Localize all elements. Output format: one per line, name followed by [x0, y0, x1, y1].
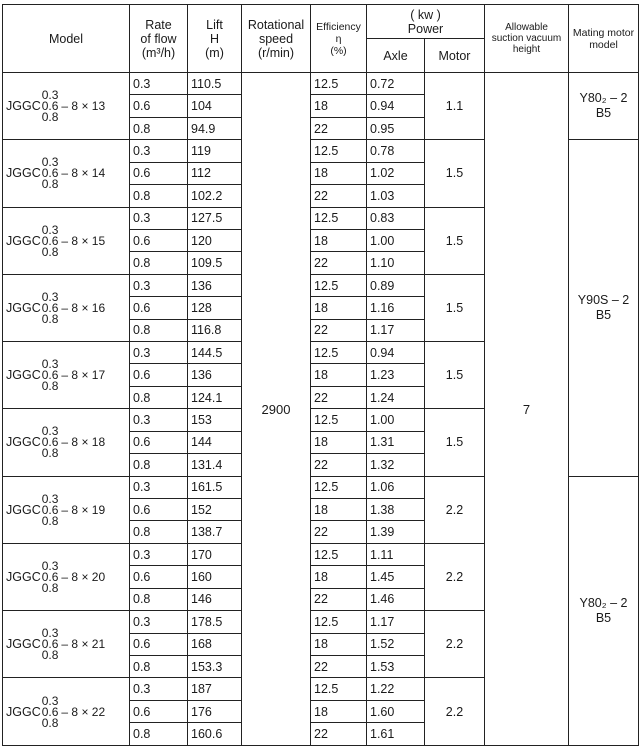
header-efficiency: Efficiency η (%)	[311, 5, 367, 73]
model-cell	[3, 543, 130, 610]
model-flow-option: 0.6	[41, 637, 59, 652]
model-suffix: – 8 × 21	[61, 637, 106, 652]
mating-motor-line1: Y80₂ – 2	[579, 595, 628, 610]
model-suffix: – 8 × 16	[61, 300, 106, 315]
lift-cell: 160.6	[188, 723, 242, 746]
axle-power-cell: 1.22	[367, 678, 425, 700]
model-flow-stack	[41, 693, 106, 730]
model-flow-option: 0.8	[41, 379, 59, 394]
model-cell	[3, 409, 130, 476]
flow-cell: 0.8	[130, 117, 188, 139]
model-flow-option: 0.6	[41, 233, 59, 248]
model-suffix: – 8 × 14	[61, 166, 106, 181]
lift-cell: 128	[188, 297, 242, 319]
model-flow-option: 0.3	[41, 289, 59, 304]
axle-power-cell: 1.61	[367, 723, 425, 746]
axle-power-cell: 1.45	[367, 566, 425, 588]
axle-power-cell: 1.24	[367, 386, 425, 408]
lift-cell: 170	[188, 543, 242, 565]
efficiency-cell: 22	[311, 655, 367, 677]
lift-cell: 112	[188, 162, 242, 184]
efficiency-cell: 18	[311, 700, 367, 722]
model-designation	[6, 693, 126, 730]
efficiency-cell: 12.5	[311, 409, 367, 431]
model-flow-option: 0.6	[41, 569, 59, 584]
model-prefix: JGGC	[6, 99, 41, 114]
mating-motor-cell	[569, 140, 639, 476]
model-flow-option: 0.8	[41, 177, 59, 192]
model-flow-option: 0.8	[41, 715, 59, 730]
efficiency-cell: 18	[311, 431, 367, 453]
model-suffix: – 8 × 18	[61, 435, 106, 450]
model-flow-option: 0.8	[41, 446, 59, 461]
flow-cell: 0.3	[130, 274, 188, 296]
axle-power-cell: 1.11	[367, 543, 425, 565]
mating-motor-cell	[569, 73, 639, 140]
header-rotational-speed: Rotational speed (r/min)	[242, 5, 311, 73]
lift-cell: 124.1	[188, 386, 242, 408]
model-suffix: – 8 × 15	[61, 233, 106, 248]
model-designation	[6, 88, 126, 125]
model-flow-option: 0.3	[41, 222, 59, 237]
model-flow-option: 0.8	[41, 648, 59, 663]
header-motor: Motor	[425, 39, 485, 73]
efficiency-cell: 18	[311, 162, 367, 184]
lift-cell: 119	[188, 140, 242, 162]
efficiency-cell: 22	[311, 454, 367, 476]
motor-power-cell: 1.1	[425, 73, 485, 140]
axle-power-cell: 0.89	[367, 274, 425, 296]
axle-power-cell: 1.32	[367, 454, 425, 476]
axle-power-cell: 1.06	[367, 476, 425, 498]
motor-power-cell: 2.2	[425, 543, 485, 610]
model-flow-option: 0.3	[41, 626, 59, 641]
flow-cell: 0.3	[130, 73, 188, 95]
model-flow-option: 0.8	[41, 513, 59, 528]
table-row	[3, 73, 639, 95]
header-power: ( kw ) Power	[367, 5, 485, 39]
flow-cell: 0.6	[130, 229, 188, 251]
lift-cell: 168	[188, 633, 242, 655]
mating-motor-line2: B5	[595, 307, 612, 322]
axle-power-cell: 0.95	[367, 117, 425, 139]
model-cell	[3, 207, 130, 274]
model-flow-option: 0.6	[41, 704, 59, 719]
flow-cell: 0.6	[130, 95, 188, 117]
model-flow-stack	[41, 558, 106, 595]
motor-power-cell: 2.2	[425, 678, 485, 746]
model-designation	[6, 155, 126, 192]
flow-cell: 0.8	[130, 521, 188, 543]
axle-power-cell: 1.39	[367, 521, 425, 543]
flow-cell: 0.8	[130, 588, 188, 610]
efficiency-cell: 18	[311, 364, 367, 386]
efficiency-cell: 18	[311, 633, 367, 655]
lift-cell: 187	[188, 678, 242, 700]
efficiency-cell: 18	[311, 499, 367, 521]
efficiency-cell: 22	[311, 588, 367, 610]
lift-cell: 178.5	[188, 611, 242, 633]
model-flow-option: 0.3	[41, 693, 59, 708]
efficiency-cell: 22	[311, 252, 367, 274]
motor-power-cell: 1.5	[425, 207, 485, 274]
efficiency-cell: 12.5	[311, 678, 367, 700]
flow-cell: 0.3	[130, 207, 188, 229]
model-flow-stack	[41, 222, 106, 259]
lift-cell: 94.9	[188, 117, 242, 139]
model-flow-option: 0.3	[41, 357, 59, 372]
flow-cell: 0.3	[130, 611, 188, 633]
efficiency-cell: 22	[311, 723, 367, 746]
lift-cell: 120	[188, 229, 242, 251]
model-flow-option: 0.3	[41, 491, 59, 506]
model-prefix: JGGC	[6, 502, 41, 517]
efficiency-cell: 18	[311, 229, 367, 251]
lift-cell: 110.5	[188, 73, 242, 95]
motor-power-cell: 1.5	[425, 409, 485, 476]
efficiency-cell: 12.5	[311, 611, 367, 633]
flow-cell: 0.6	[130, 162, 188, 184]
suction-height-cell: 7	[485, 73, 569, 746]
model-flow-stack	[41, 491, 106, 528]
pump-spec-table	[2, 4, 639, 746]
lift-cell: 146	[188, 588, 242, 610]
model-suffix: – 8 × 17	[61, 368, 106, 383]
model-cell	[3, 342, 130, 409]
model-flow-option: 0.6	[41, 166, 59, 181]
flow-cell: 0.3	[130, 409, 188, 431]
model-cell	[3, 611, 130, 678]
efficiency-cell: 22	[311, 117, 367, 139]
efficiency-cell: 12.5	[311, 274, 367, 296]
lift-cell: 176	[188, 700, 242, 722]
model-designation	[6, 626, 126, 663]
lift-cell: 138.7	[188, 521, 242, 543]
flow-cell: 0.6	[130, 566, 188, 588]
header-model: Model	[3, 5, 130, 73]
axle-power-cell: 1.38	[367, 499, 425, 521]
axle-power-cell: 1.02	[367, 162, 425, 184]
flow-cell: 0.3	[130, 342, 188, 364]
axle-power-cell: 0.83	[367, 207, 425, 229]
model-flow-option: 0.6	[41, 502, 59, 517]
model-flow-option: 0.8	[41, 311, 59, 326]
motor-power-cell: 2.2	[425, 476, 485, 543]
lift-cell: 160	[188, 566, 242, 588]
lift-cell: 136	[188, 364, 242, 386]
efficiency-cell: 12.5	[311, 207, 367, 229]
lift-cell: 153.3	[188, 655, 242, 677]
flow-cell: 0.8	[130, 454, 188, 476]
efficiency-cell: 12.5	[311, 476, 367, 498]
model-suffix: – 8 × 19	[61, 502, 106, 517]
motor-power-cell: 1.5	[425, 342, 485, 409]
lift-cell: 136	[188, 274, 242, 296]
lift-cell: 161.5	[188, 476, 242, 498]
model-flow-option: 0.6	[41, 368, 59, 383]
header-suction-height: Allowable suction vacuum height	[485, 5, 569, 73]
axle-power-cell: 1.10	[367, 252, 425, 274]
motor-power-cell: 2.2	[425, 611, 485, 678]
header-axle: Axle	[367, 39, 425, 73]
lift-cell: 102.2	[188, 185, 242, 207]
flow-cell: 0.3	[130, 678, 188, 700]
lift-cell: 109.5	[188, 252, 242, 274]
efficiency-cell: 18	[311, 566, 367, 588]
model-suffix: – 8 × 22	[61, 704, 106, 719]
flow-cell: 0.6	[130, 431, 188, 453]
model-flow-option: 0.3	[41, 88, 59, 103]
model-designation	[6, 222, 126, 259]
axle-power-cell: 1.00	[367, 229, 425, 251]
model-designation	[6, 289, 126, 326]
efficiency-cell: 12.5	[311, 543, 367, 565]
axle-power-cell: 1.17	[367, 319, 425, 341]
model-flow-stack	[41, 424, 106, 461]
axle-power-cell: 1.00	[367, 409, 425, 431]
flow-cell: 0.6	[130, 364, 188, 386]
axle-power-cell: 1.31	[367, 431, 425, 453]
model-flow-option: 0.6	[41, 435, 59, 450]
efficiency-cell: 12.5	[311, 73, 367, 95]
axle-power-cell: 1.60	[367, 700, 425, 722]
flow-cell: 0.3	[130, 140, 188, 162]
model-flow-option: 0.8	[41, 244, 59, 259]
lift-cell: 153	[188, 409, 242, 431]
flow-cell: 0.6	[130, 499, 188, 521]
header-lift: Lift H (m)	[188, 5, 242, 73]
model-cell	[3, 73, 130, 140]
efficiency-cell: 22	[311, 185, 367, 207]
header-mating-motor: Mating motor model	[569, 5, 639, 73]
mating-motor-line1: Y90S – 2	[577, 292, 630, 307]
model-designation	[6, 357, 126, 394]
motor-power-cell: 1.5	[425, 140, 485, 207]
mating-motor-line2: B5	[595, 610, 612, 625]
model-flow-option: 0.8	[41, 580, 59, 595]
flow-cell: 0.3	[130, 476, 188, 498]
efficiency-cell: 12.5	[311, 342, 367, 364]
flow-cell: 0.8	[130, 319, 188, 341]
model-flow-option: 0.8	[41, 110, 59, 125]
efficiency-cell: 22	[311, 521, 367, 543]
axle-power-cell: 1.16	[367, 297, 425, 319]
header-row-1	[3, 5, 639, 39]
mating-motor-cell	[569, 476, 639, 745]
model-prefix: JGGC	[6, 569, 41, 584]
model-cell	[3, 274, 130, 341]
axle-power-cell: 1.03	[367, 185, 425, 207]
model-suffix: – 8 × 13	[61, 99, 106, 114]
model-flow-option: 0.3	[41, 155, 59, 170]
lift-cell: 131.4	[188, 454, 242, 476]
axle-power-cell: 1.46	[367, 588, 425, 610]
lift-cell: 144	[188, 431, 242, 453]
lift-cell: 116.8	[188, 319, 242, 341]
axle-power-cell: 0.72	[367, 73, 425, 95]
mating-motor-line2: B5	[595, 106, 612, 121]
model-flow-stack	[41, 626, 106, 663]
flow-cell: 0.8	[130, 252, 188, 274]
model-flow-stack	[41, 88, 106, 125]
model-designation	[6, 424, 126, 461]
lift-cell: 152	[188, 499, 242, 521]
axle-power-cell: 1.52	[367, 633, 425, 655]
flow-cell: 0.8	[130, 723, 188, 746]
efficiency-cell: 22	[311, 386, 367, 408]
axle-power-cell: 1.53	[367, 655, 425, 677]
flow-cell: 0.8	[130, 386, 188, 408]
model-flow-stack	[41, 289, 106, 326]
lift-cell: 104	[188, 95, 242, 117]
model-designation	[6, 558, 126, 595]
flow-cell: 0.3	[130, 543, 188, 565]
efficiency-cell: 18	[311, 297, 367, 319]
model-flow-stack	[41, 357, 106, 394]
model-prefix: JGGC	[6, 637, 41, 652]
mating-motor-line1: Y80₂ – 2	[579, 91, 628, 106]
model-flow-option: 0.6	[41, 300, 59, 315]
model-prefix: JGGC	[6, 368, 41, 383]
axle-power-cell: 0.94	[367, 95, 425, 117]
model-prefix: JGGC	[6, 435, 41, 450]
model-suffix: – 8 × 20	[61, 569, 106, 584]
axle-power-cell: 0.94	[367, 342, 425, 364]
lift-cell: 127.5	[188, 207, 242, 229]
flow-cell: 0.6	[130, 700, 188, 722]
header-rate-of-flow: Rate of flow (m³/h)	[130, 5, 188, 73]
model-prefix: JGGC	[6, 233, 41, 248]
model-prefix: JGGC	[6, 166, 41, 181]
flow-cell: 0.8	[130, 185, 188, 207]
model-flow-option: 0.3	[41, 558, 59, 573]
flow-cell: 0.6	[130, 297, 188, 319]
spec-body	[3, 73, 639, 746]
model-cell	[3, 678, 130, 746]
flow-cell: 0.6	[130, 633, 188, 655]
model-prefix: JGGC	[6, 704, 41, 719]
lift-cell: 144.5	[188, 342, 242, 364]
model-cell	[3, 140, 130, 207]
model-flow-stack	[41, 155, 106, 192]
model-flow-option: 0.3	[41, 424, 59, 439]
flow-cell: 0.8	[130, 655, 188, 677]
axle-power-cell: 1.23	[367, 364, 425, 386]
efficiency-cell: 18	[311, 95, 367, 117]
rotational-speed-cell: 2900	[242, 73, 311, 746]
model-prefix: JGGC	[6, 300, 41, 315]
efficiency-cell: 12.5	[311, 140, 367, 162]
model-flow-option: 0.6	[41, 99, 59, 114]
model-designation	[6, 491, 126, 528]
efficiency-cell: 22	[311, 319, 367, 341]
axle-power-cell: 1.17	[367, 611, 425, 633]
model-cell	[3, 476, 130, 543]
motor-power-cell: 1.5	[425, 274, 485, 341]
axle-power-cell: 0.78	[367, 140, 425, 162]
